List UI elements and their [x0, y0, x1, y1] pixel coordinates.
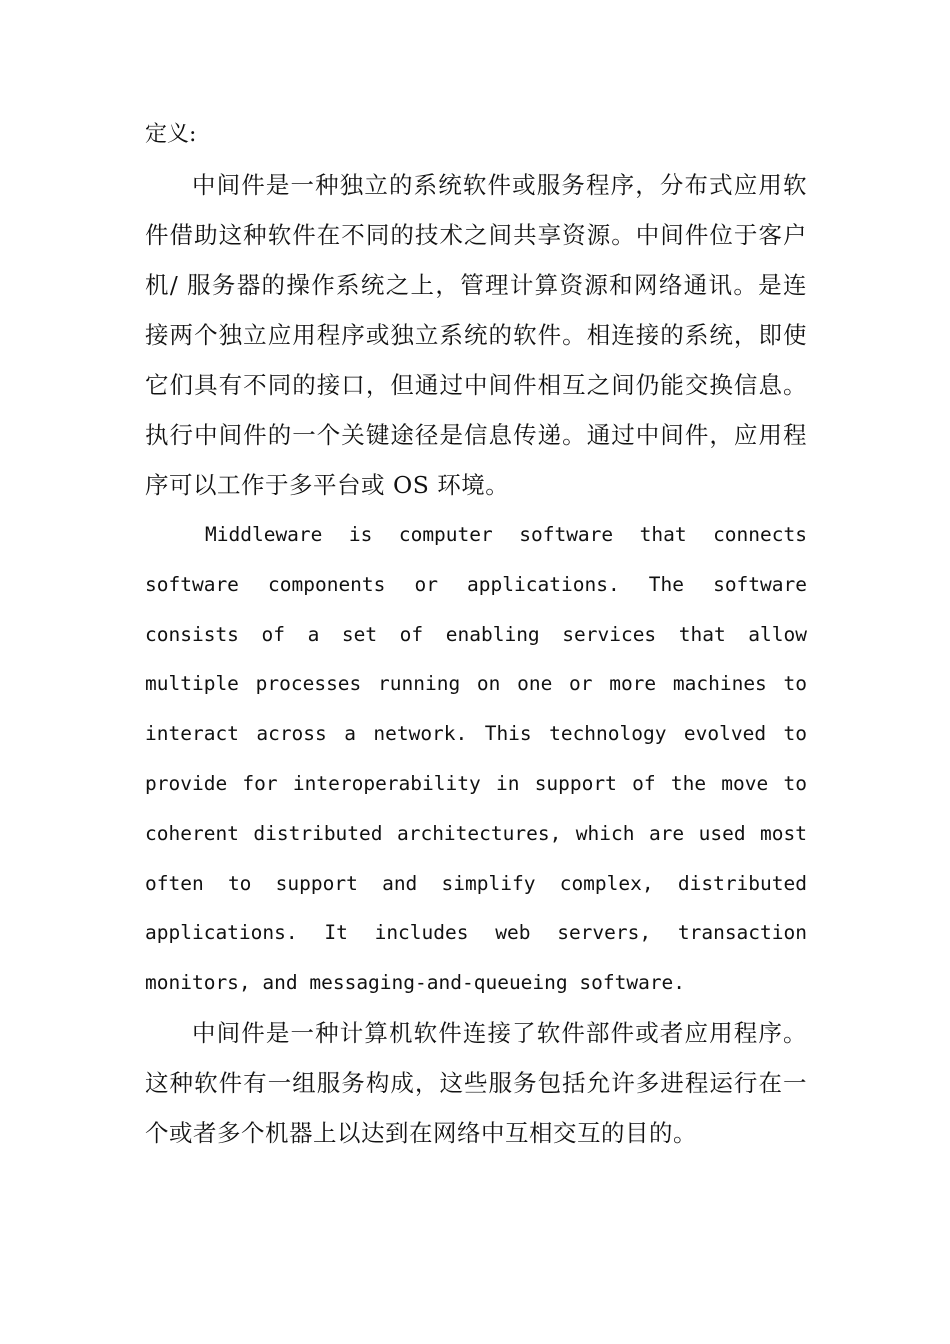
paragraph-chinese-translation: 中间件是一种计算机软件连接了软件部件或者应用程序。 这种软件有一组服务构成，这些服务包括允许多进程运行在一个或者多个机器上以达到在网络中互相交互的目的。 — [145, 1018, 807, 1147]
paragraph-english-definition: Middleware is computer software that connects software components or applications. The software consists of a set of enabling services that allow multiple processes running on one or more machines to interact across a network. This technology evolved to provide for interoperability in support of the move to coherent distributed architectures, which are used most often to support and simplify complex, distributed applications. It includes web servers, transaction monitors, and messaging-and-queueing software. — [145, 523, 807, 995]
document-page — [145, 110, 807, 1158]
definition-heading: 定义: — [145, 122, 197, 147]
paragraph-chinese-definition: 中间件是一种独立的系统软件或服务程序，分布式应用软件借助这种软件在不同的技术之间共享资源。中间件位于客户机/ 服务器的操作系统之上，管理计算资源和网络通讯。是连接两个独立应用程序或独立系统的软件。相连接的系统，即使它们具有不同的接口，但通过中间件相互之间仍能交换信息。执行中间件的一个关键途径是信息传递。通过中间件，应用程序可以工作于多平台或 OS 环境。 — [145, 171, 807, 499]
